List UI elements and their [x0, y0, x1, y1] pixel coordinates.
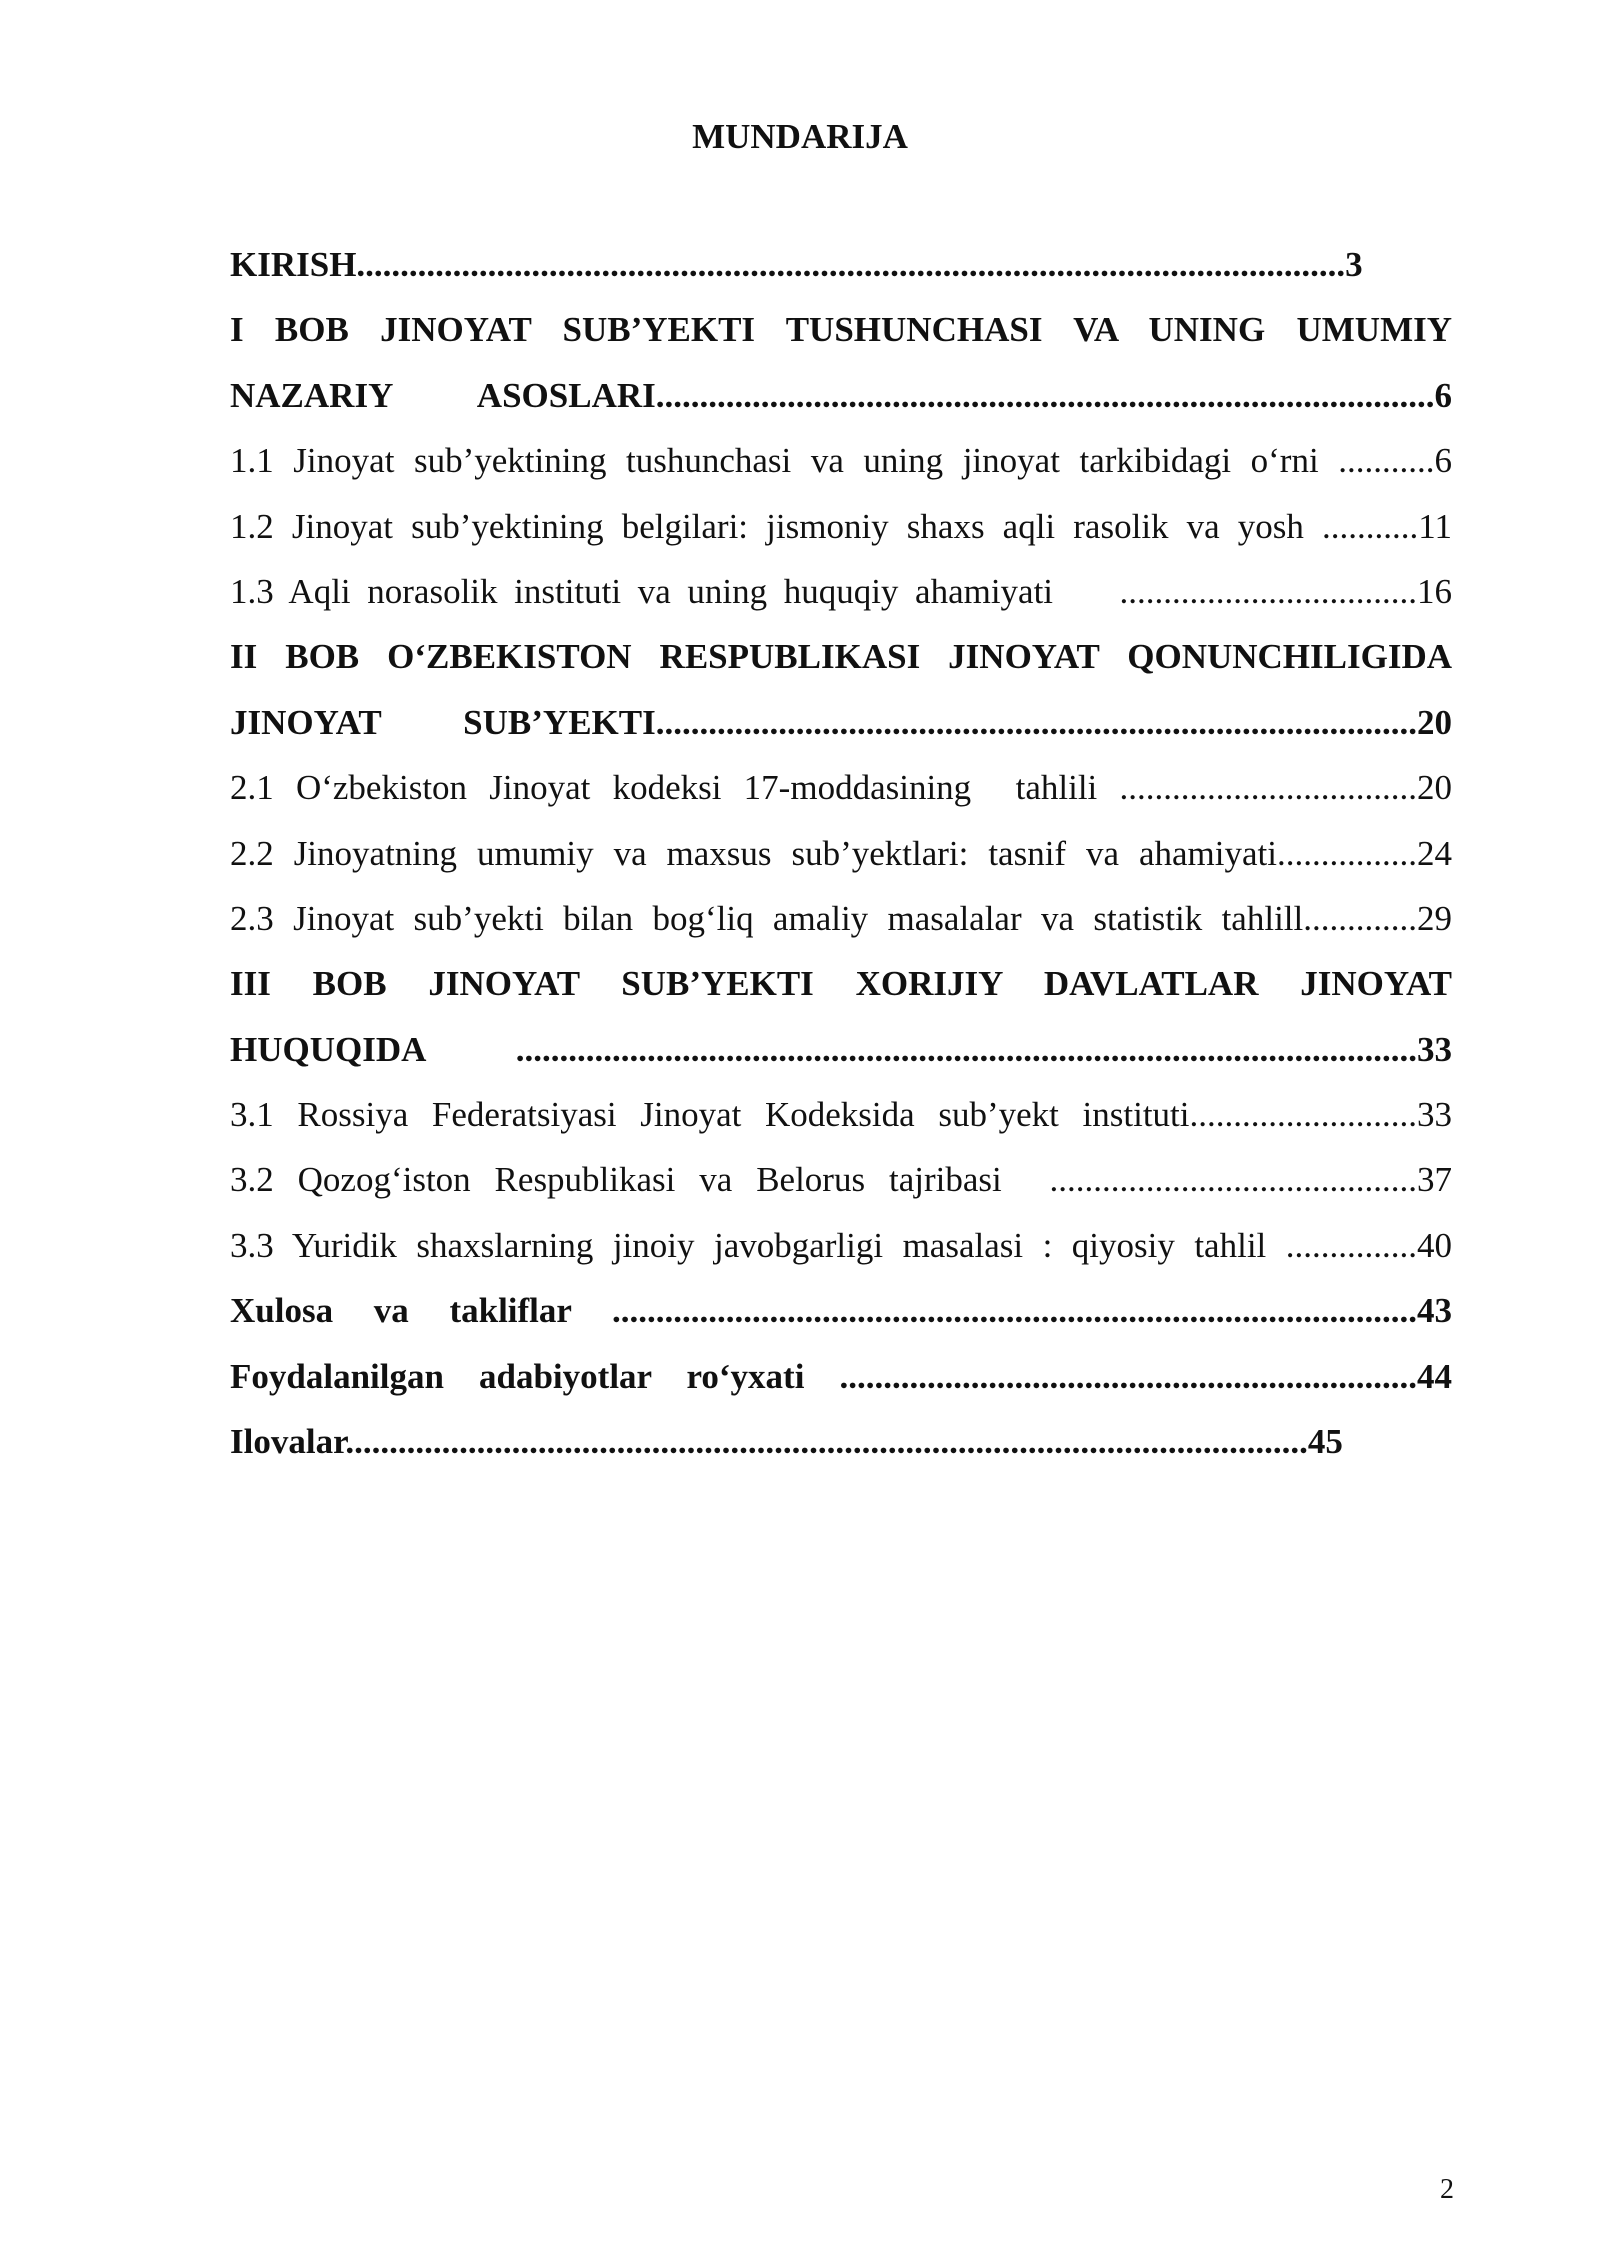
toc-chapter-2-line-2: JINOYAT SUB’YEKTI.......................................................................................20: [230, 702, 1452, 742]
toc-entry-chapter-2: [230, 624, 1452, 755]
toc-entry-3-1: 3.1 Rossiya Federatsiyasi Jinoyat Kodeksida sub’yekt instituti..........................33: [230, 1095, 1452, 1135]
page-number: 2: [1440, 2174, 1454, 2205]
toc-entry-chapter-3: [230, 951, 1452, 1082]
toc-entry-appendices: Ilovalar..............................................................................................................45: [230, 1422, 1343, 1462]
toc-entry-2-3: 2.3 Jinoyat sub’yekti bilan bog‘liq amaliy masalalar va statistik tahlill.............29: [230, 898, 1452, 938]
toc-entry-1-3: 1.3 Aqli norasolik instituti va uning huquqiy ahamiyati ..................................16: [230, 571, 1452, 611]
toc-entry-bibliography: Foydalanilgan adabiyotlar ro‘yxati ..................................................................44: [230, 1356, 1452, 1396]
toc-entry-3-3: 3.3 Yuridik shaxslarning jinoiy javobgarligi masalasi : qiyosiy tahlil ...............40: [230, 1225, 1452, 1265]
toc-chapter-3-line-2: HUQUQIDA .......................................................................................................33: [230, 1029, 1452, 1069]
toc-entry-2-1: 2.1 O‘zbekiston Jinoyat kodeksi 17-moddasining tahlili ..................................20: [230, 768, 1452, 808]
page-title: MUNDARIJA: [692, 117, 908, 156]
toc-chapter-1-line-2: NAZARIY ASOSLARI.........................................................................................6: [230, 375, 1452, 415]
toc-chapter-1-line-1: I BOB JINOYAT SUB’YEKTI TUSHUNCHASI VA UNING UMUMIY: [230, 310, 1452, 350]
toc-entry-1-1: 1.1 Jinoyat sub’yektining tushunchasi va uning jinoyat tarkibidagi o‘rni ...........6: [230, 441, 1452, 481]
table-of-contents: [230, 232, 1452, 1474]
toc-entry-kirish: KIRISH.................................................................................................................3: [230, 245, 1363, 284]
toc-entry-3-2: 3.2 Qozog‘iston Respublikasi va Belorus tajribasi ..........................................37: [230, 1160, 1452, 1200]
toc-chapter-2-line-1: II BOB O‘ZBEKISTON RESPUBLIKASI JINOYAT QONUNCHILIGIDA: [230, 637, 1452, 677]
toc-entry-2-2: 2.2 Jinoyatning umumiy va maxsus sub’yektlari: tasnif va ahamiyati................24: [230, 833, 1452, 873]
toc-entry-1-2: 1.2 Jinoyat sub’yektining belgilari: jismoniy shaxs aqli rasolik va yosh ...........11: [230, 506, 1452, 546]
toc-entry-chapter-1: [230, 297, 1452, 428]
toc-chapter-3-line-1: III BOB JINOYAT SUB’YEKTI XORIJIY DAVLATLAR JINOYAT: [230, 964, 1452, 1004]
toc-entry-conclusion: Xulosa va takliflar ............................................................................................43: [230, 1291, 1452, 1331]
